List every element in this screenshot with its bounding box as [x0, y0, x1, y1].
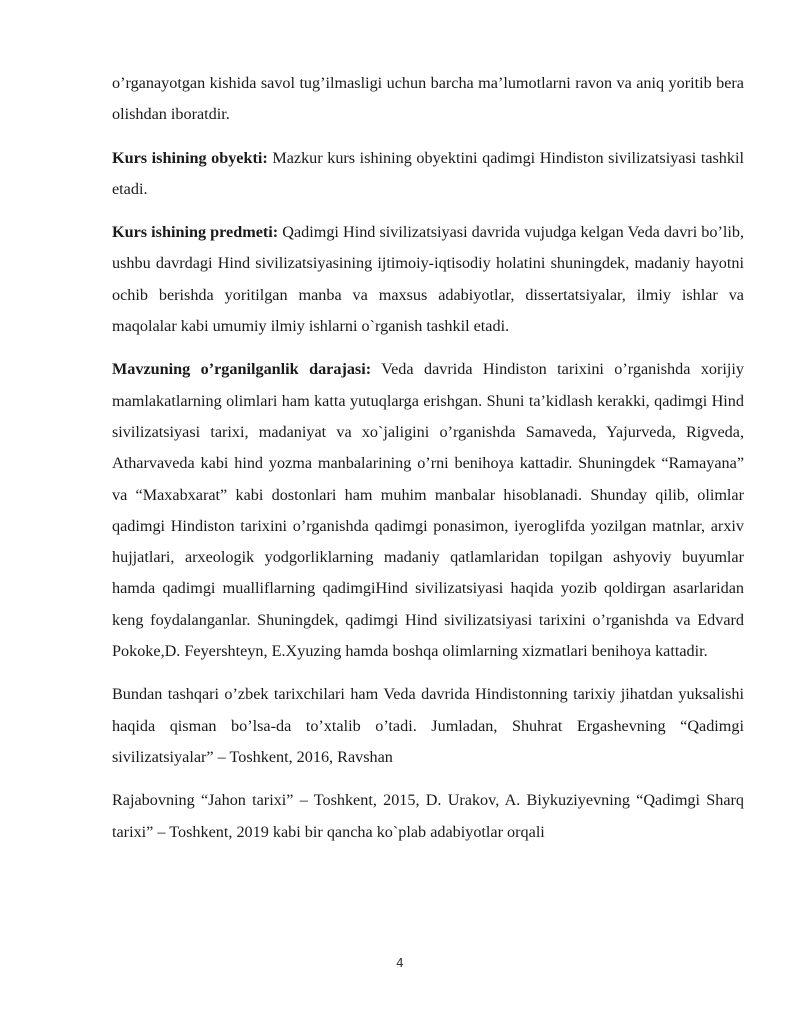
paragraph-text: Mazkur kurs ishining obyektini qadimgi Hindiston sivilizatsiyasi tashkil etadi.: [112, 148, 744, 198]
paragraph-literature-list: [112, 785, 744, 848]
paragraph-uzbek-historians: [112, 679, 744, 773]
paragraph-heading-course-subject: Kurs ishining predmeti:: [112, 223, 279, 242]
paragraph-text: Veda davrida Hindiston tarixini o’rganishda xorijiy mamlakatlarning olimlari ham katta yutuqlarga erishgan. Shuni ta’kidlash kerakki, qadimgi Hind sivilizatsiyasi tarixi, madaniyat va xo`jaligini o’rganishda Samaveda, Yajurveda, Rigveda, Atharvaveda kabi hind yozma manbalarining o’rni benihoya kattadir. Shuningdek “Ramayana” va “Maxabxarat” kabi dostonlari ham muhim manbalar hisoblanadi. Shunday qilib, olimlar qadimgi Hindiston tarixini o’rganishda qadimgi ponasimon, iyeroglifda yozilgan matnlar, arxiv hujjatlari, arxeologik yodgorliklarning madaniy qatlamlaridan topilgan ashyoviy buyumlar hamda qadimgi mualliflarning qadimgiHind sivilizatsiyasi haqida yozib qoldirgan asarlaridan keng foydalanganlar. Shuningdek, qadimgi Hind sivilizatsiyasi tarixini o’rganishda va Edvard Pokoke,D. Feyershteyn, E.Xyuzing hamda boshqa olimlarning xizmatlari benihoya kattadir.: [112, 360, 744, 661]
paragraph-course-object: [112, 143, 744, 206]
paragraph-text: Bundan tashqari o’zbek tarixchilari ham Veda davrida Hindistonning tarixiy jihatdan yuksalishi haqida qisman bo’lsa-da to’xtalib o’tadi. Jumladan, Shuhrat Ergashevning “Qadimgi sivilizatsiyalar” – Toshkent, 2016, Ravshan: [112, 685, 744, 766]
page-number: 4: [396, 956, 404, 970]
paragraph-heading-research-degree: Mavzuning o’rganilganlik darajasi:: [112, 360, 372, 379]
paragraph-text: o’rganayotgan kishida savol tug’ilmasligi uchun barcha ma’lumotlarni ravon va aniq yoritib bera olishdan iboratdir.: [112, 74, 744, 124]
paragraph-text: Qadimgi Hind sivilizatsiyasi davrida vujudga kelgan Veda davri bo’lib, ushbu davrdagi Hind sivilizatsiyasining ijtimoiy-iqtisodiy holatini shuningdek, madaniy hayotni ochib berishda yoritilgan manba va maxsus adabiyotlar, dissertatsiyalar, ilmiy ishlar va maqolalar kabi umumiy ilmiy ishlarni o`rganish tashkil etadi.: [112, 223, 744, 336]
document-body: [112, 68, 744, 860]
paragraph-course-subject: [112, 217, 744, 342]
paragraph-intro-continuation: [112, 68, 744, 131]
paragraph-text: Rajabovning “Jahon tarixi” – Toshkent, 2015, D. Urakov, A. Biykuziyevning “Qadimgi Sharq tarixi” – Toshkent, 2019 kabi bir qancha ko`plab adabiyotlar orqali: [112, 791, 744, 841]
paragraph-research-degree: [112, 354, 744, 667]
paragraph-heading-course-object: Kurs ishining obyekti:: [112, 148, 268, 167]
